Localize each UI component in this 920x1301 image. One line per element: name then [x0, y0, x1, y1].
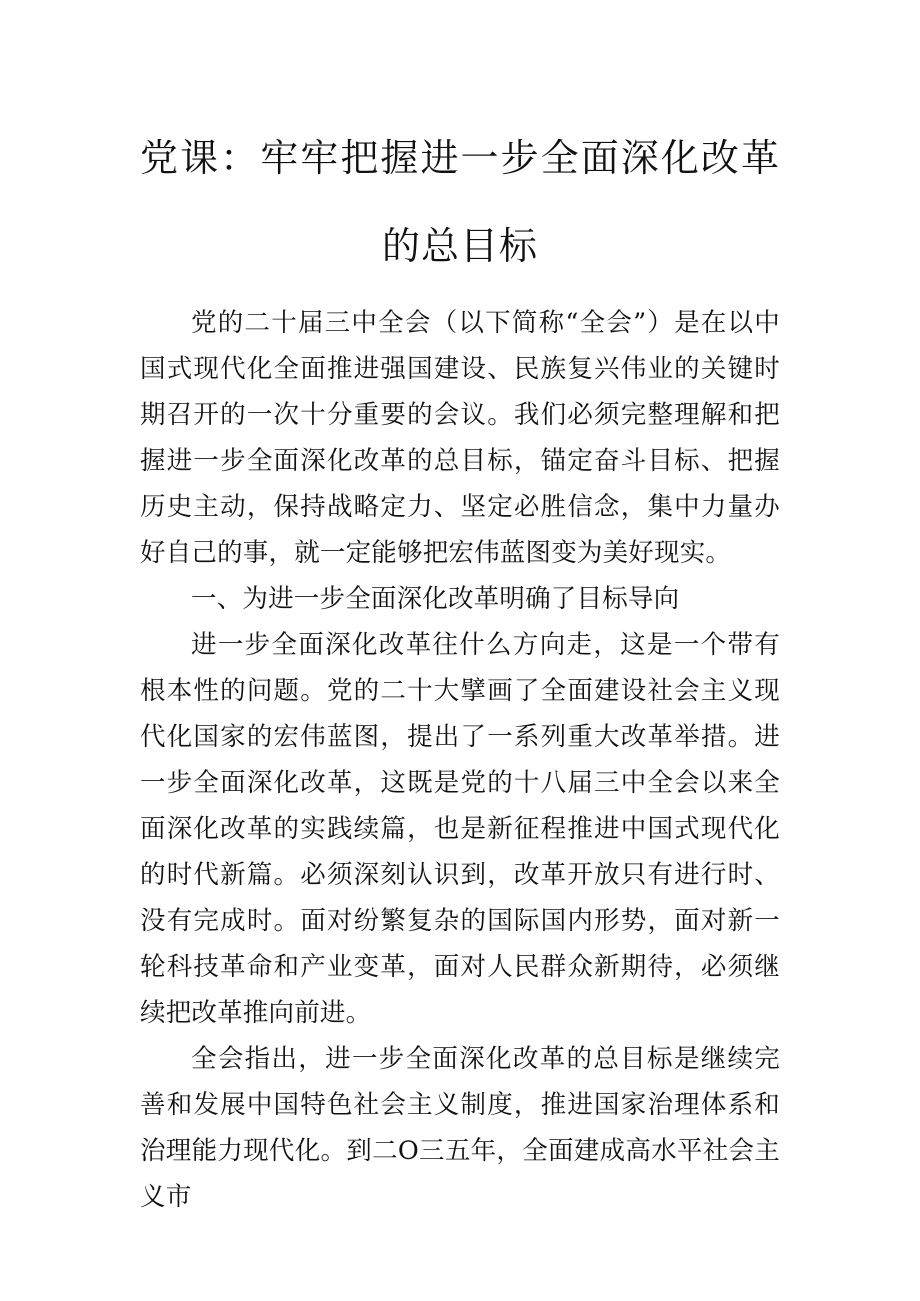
paragraph-overall-goal: 全会指出，进一步全面深化改革的总目标是继续完善和发展中国特色社会主义制度，推进国家治理体系和治理能力现代化。到二O三五年，全面建成高水平社会主义市 — [140, 1044, 780, 1212]
section-heading-1: 一、为进一步全面深化改革明确了目标导向 — [191, 584, 680, 614]
document-title: 党课：牢牢把握进一步全面深化改革的总目标 — [140, 136, 780, 268]
paragraph-intro: 党的二十届三中全会（以下简称“全会”）是在以中国式现代化全面推进强国建设、民族复兴伟业的关键时期召开的一次十分重要的会议。我们必须完整理解和把握进一步全面深化改革的总目标，锚定奋斗目标、把握历史主动，保持战略定力、坚定必胜信念，集中力量办好自己的事，就一定能够把宏伟蓝图变为美好现实。 — [140, 308, 780, 568]
paragraph-direction: 进一步全面深化改革往什么方向走，这是一个带有根本性的问题。党的二十大擘画了全面建设社会主义现代化国家的宏伟蓝图，提出了一系列重大改革举措。进一步全面深化改革，这既是党的十八届三中全会以来全面深化改革的实践续篇，也是新征程推进中国式现代化的时代新篇。必须深刻认识到，改革开放只有进行时、没有完成时。面对纷繁复杂的国际国内形势，面对新一轮科技革命和产业变革，面对人民群众新期待，必须继续把改革推向前进。 — [140, 630, 780, 1028]
document-body — [140, 300, 780, 1220]
